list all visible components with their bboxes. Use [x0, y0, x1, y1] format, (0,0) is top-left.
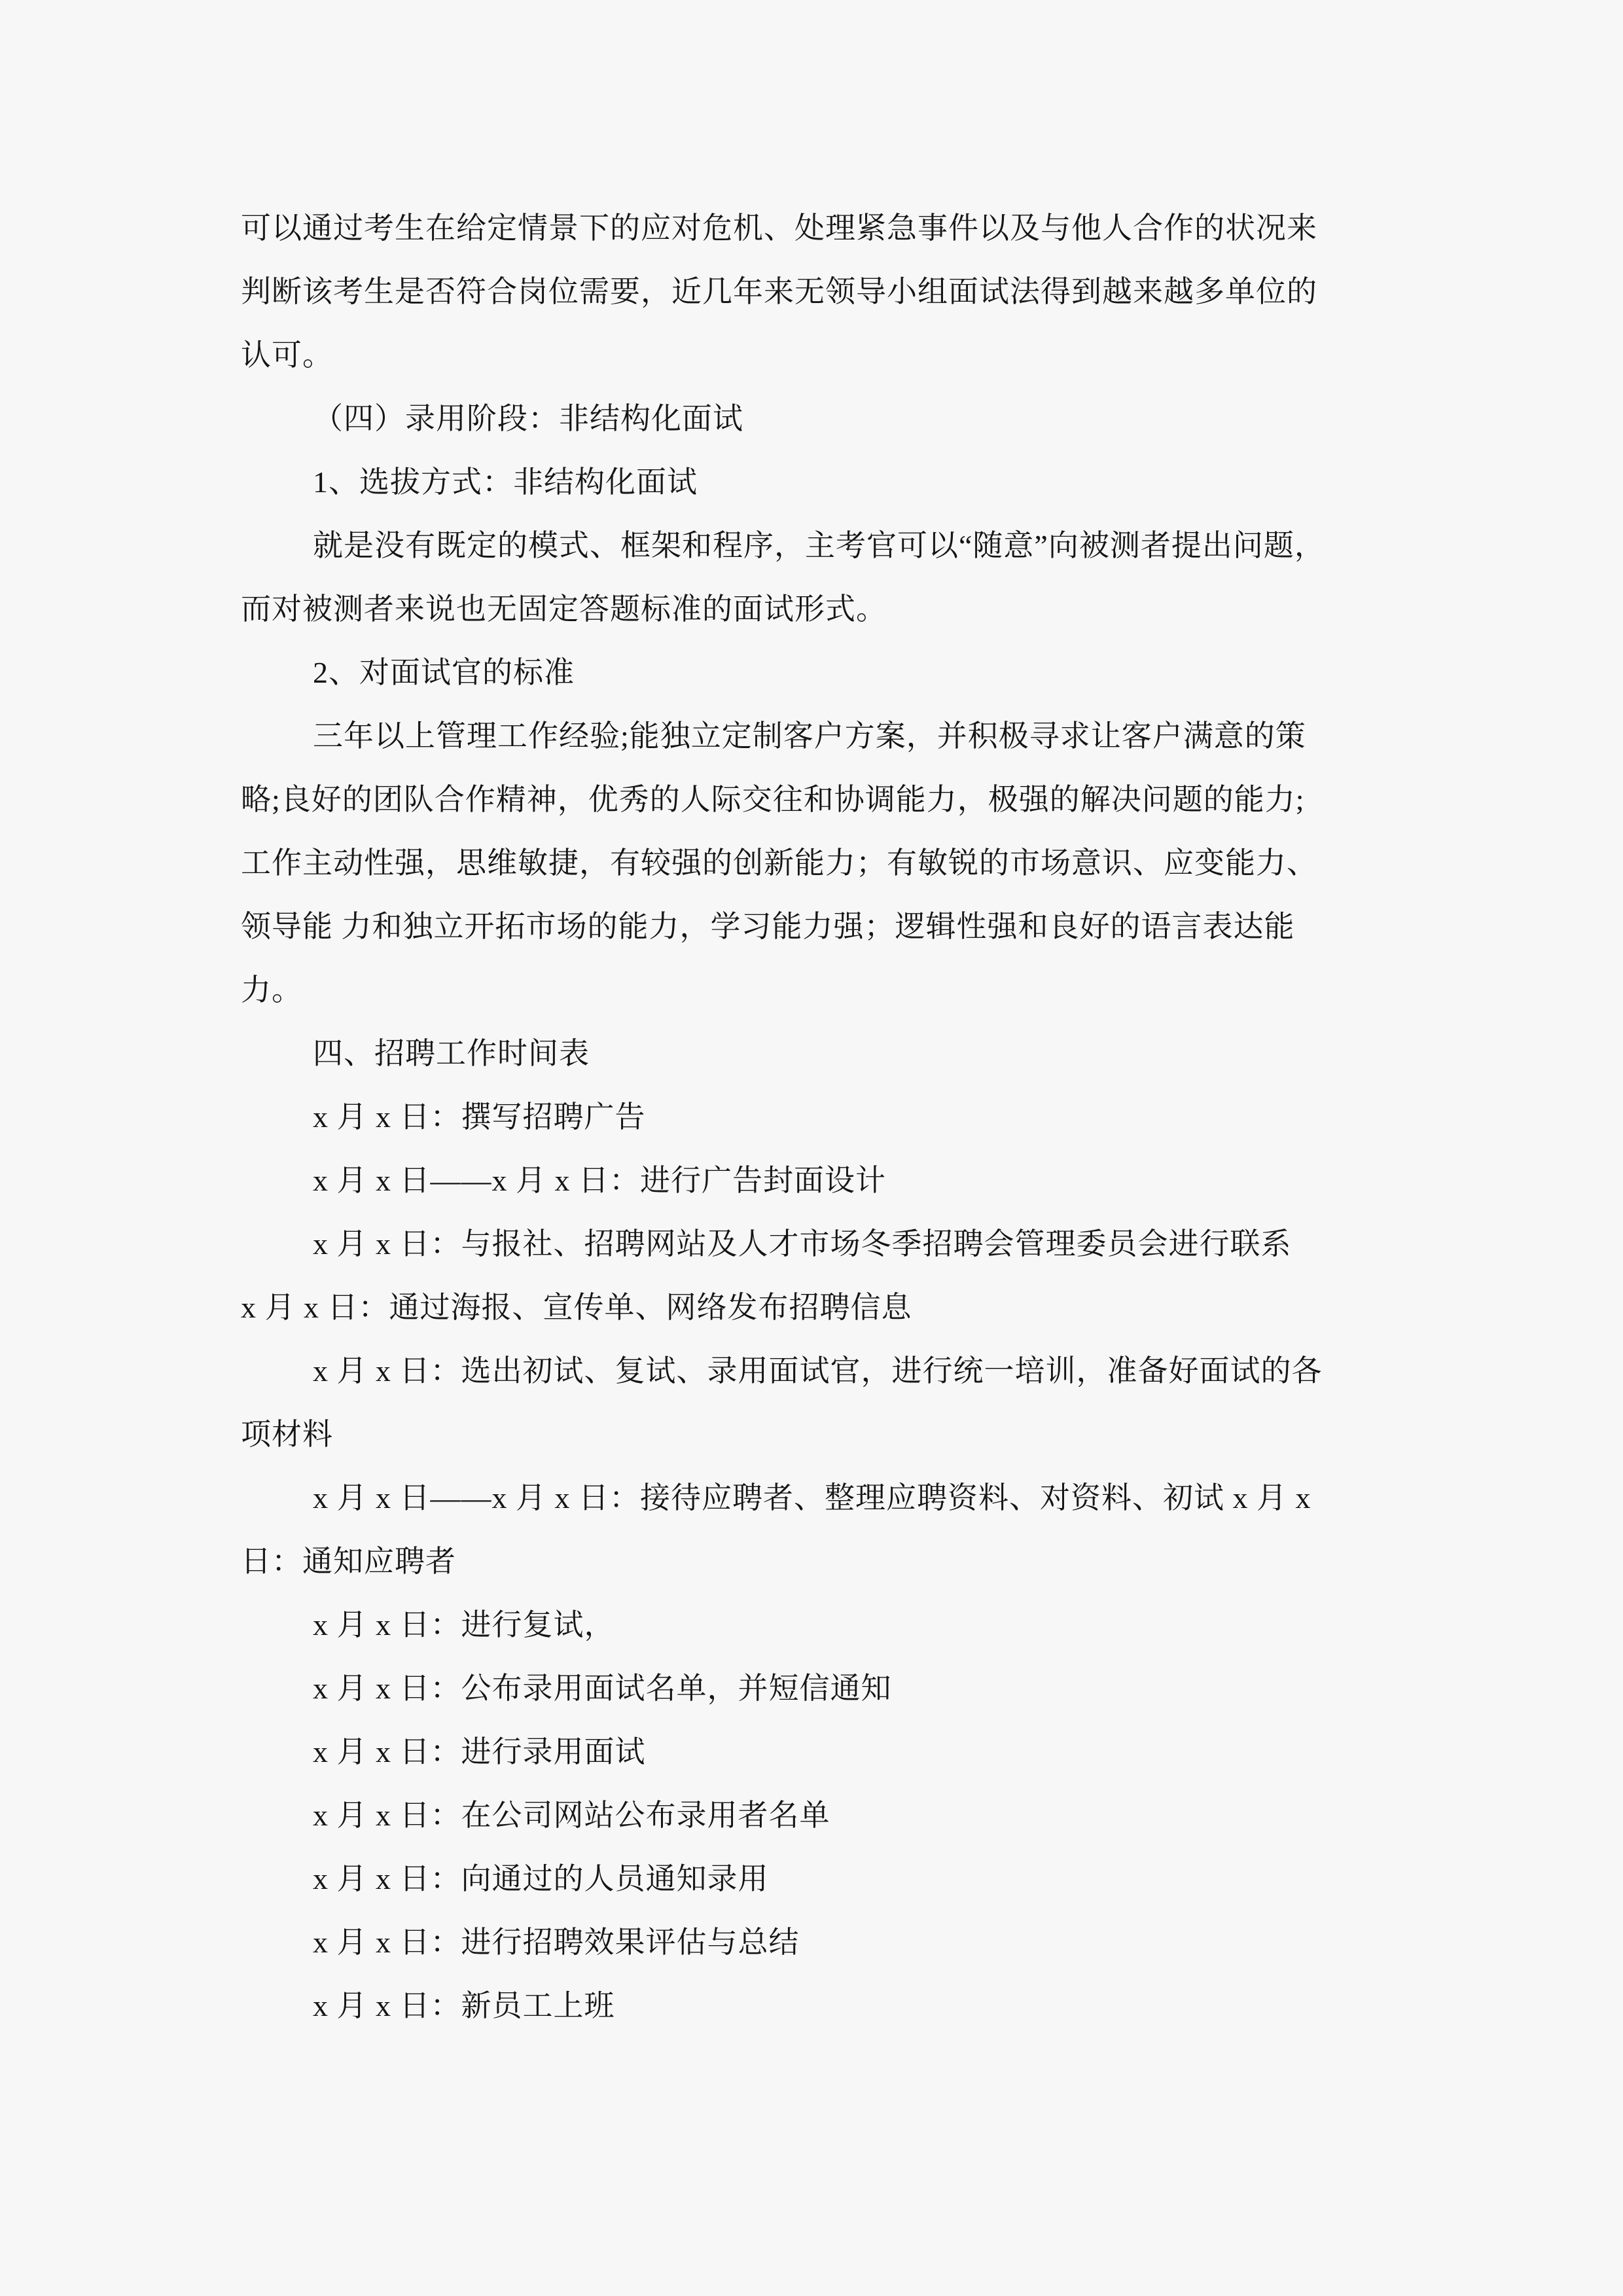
- text-line: 三年以上管理工作经验;能独立定制客户方案，并积极寻求让客户满意的策: [313, 719, 1306, 753]
- text-line: 四、招聘工作时间表: [313, 1037, 590, 1070]
- text-line: x 月 x 日——x 月 x 日：接待应聘者、整理应聘资料、对资料、初试 x 月 x: [313, 1481, 1311, 1515]
- text-line: x 月 x 日：撰写招聘广告: [313, 1100, 646, 1134]
- text-line: 2、对面试官的标准: [313, 656, 575, 689]
- text-line: 可以通过考生在给定情景下的应对危机、处理紧急事件以及与他人合作的状况来: [241, 211, 1317, 245]
- text-line: x 月 x 日：公布录用面试名单，并短信通知: [313, 1672, 892, 1705]
- text-line: x 月 x 日：进行复试，: [313, 1608, 615, 1641]
- text-line: x 月 x 日：向通过的人员通知录用: [313, 1862, 769, 1895]
- text-line: 认可。: [241, 338, 333, 372]
- text-line: 1、选拔方式：非结构化面试: [313, 465, 698, 499]
- text-line: 领导能 力和独立开拓市场的能力，学习能力强；逻辑性强和良好的语言表达能: [241, 910, 1295, 943]
- text-line: 工作主动性强，思维敏捷，有较强的创新能力；有敏锐的市场意识、应变能力、: [241, 846, 1317, 880]
- text-line: x 月 x 日：与报社、招聘网站及人才市场冬季招聘会管理委员会进行联系: [313, 1227, 1292, 1261]
- text-line: （四）录用阶段：非结构化面试: [313, 402, 743, 435]
- text-line: 略;良好的团队合作精神，优秀的人际交往和协调能力，极强的解决问题的能力;: [241, 783, 1305, 816]
- text-line: x 月 x 日：在公司网站公布录用者名单: [313, 1799, 830, 1832]
- text-line: 而对被测者来说也无固定答题标准的面试形式。: [241, 592, 887, 626]
- text-line: x 月 x 日：通过海报、宣传单、网络发布招聘信息: [241, 1291, 912, 1324]
- text-line: 判断该考生是否符合岗位需要，近几年来无领导小组面试法得到越来越多单位的: [241, 275, 1317, 308]
- text-line: 日：通知应聘者: [241, 1545, 456, 1578]
- text-line: x 月 x 日——x 月 x 日：进行广告封面设计: [313, 1164, 886, 1197]
- text-line: x 月 x 日：进行录用面试: [313, 1735, 646, 1768]
- text-line: 项材料: [241, 1418, 333, 1451]
- document-body: [241, 196, 1399, 2037]
- text-line: x 月 x 日：进行招聘效果评估与总结: [313, 1926, 800, 1959]
- text-line: 就是没有既定的模式、框架和程序，主考官可以“随意”向被测者提出问题，: [313, 529, 1325, 562]
- text-line: x 月 x 日：新员工上班: [313, 1989, 615, 2022]
- text-line: x 月 x 日：选出初试、复试、录用面试官，进行统一培训，准备好面试的各: [313, 1354, 1323, 1388]
- text-line: 力。: [241, 973, 302, 1007]
